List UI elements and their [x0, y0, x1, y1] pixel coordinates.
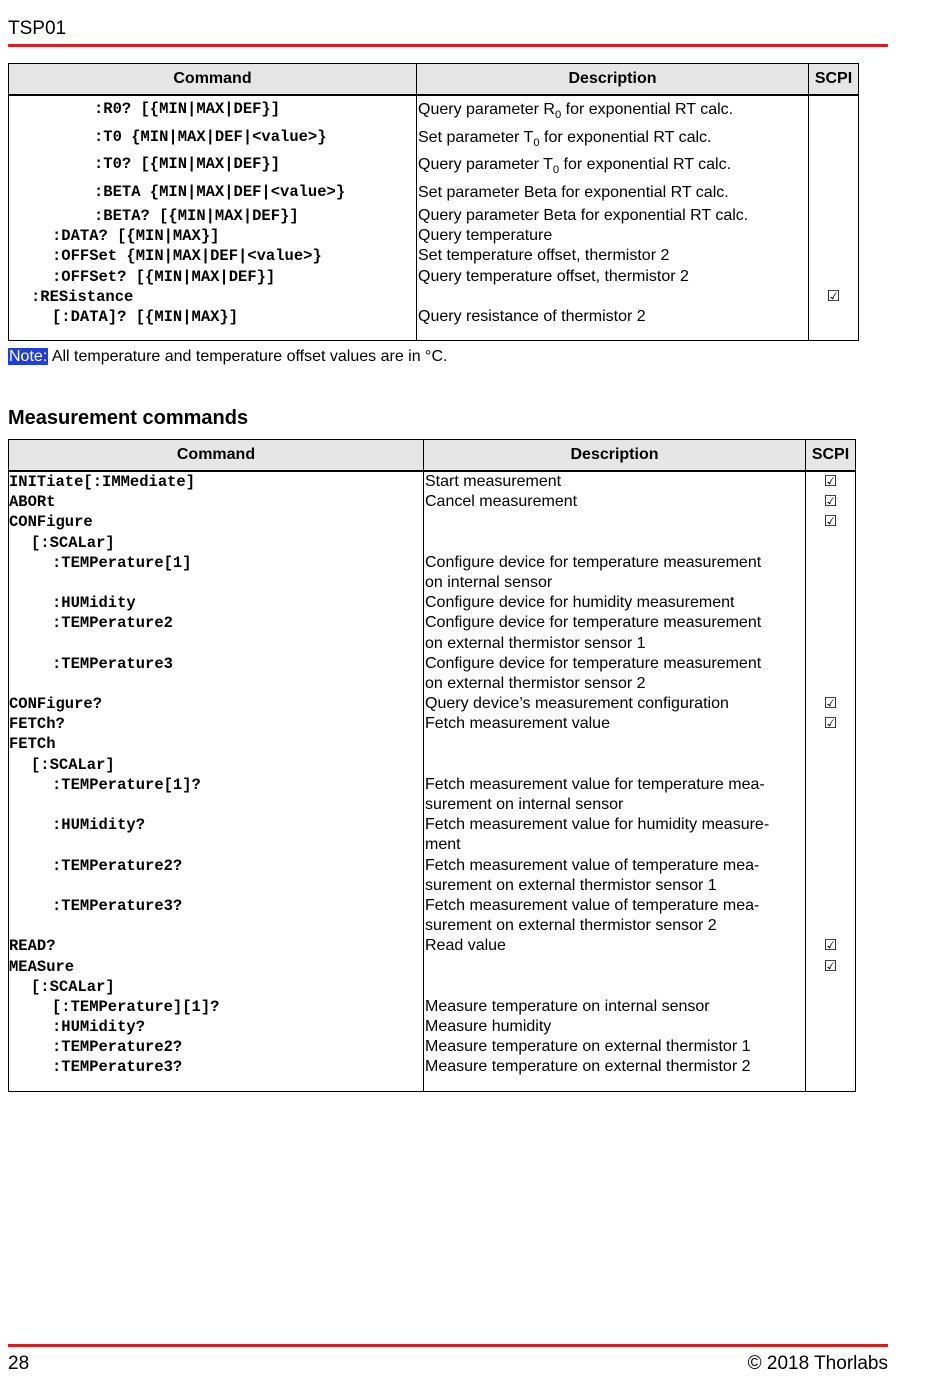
command-cell — [9, 634, 423, 654]
description-cell: surement on external thermistor sensor 2 — [425, 917, 717, 935]
command-cell: :TEMPerature3 — [52, 654, 173, 673]
command-cell: :OFFSet {MIN|MAX|DEF|<value>} — [52, 247, 322, 266]
column-header-description: Description — [424, 440, 806, 472]
description-cell: Fetch measurement value for temperature mea- — [425, 775, 765, 793]
command-cell: :T0 {MIN|MAX|DEF|<value>} — [94, 127, 327, 146]
scpi-checkbox-icon: ☑ — [823, 513, 838, 531]
command-cell: [:SCALar] — [31, 977, 115, 996]
command-cell: :HUMidity? — [52, 816, 146, 835]
command-cell: :TEMPerature[1]? — [52, 775, 201, 794]
copyright: © 2018 Thorlabs — [747, 1353, 888, 1374]
command-cell: :R0? [{MIN|MAX|DEF}] — [94, 100, 281, 118]
command-column — [9, 95, 417, 340]
command-cell: MEASure — [9, 957, 75, 976]
description-cell — [424, 977, 805, 997]
scpi-checkbox-icon: ☑ — [823, 695, 838, 713]
description-cell: Fetch measurement value of temperature mea- — [425, 896, 760, 914]
description-cell: Cancel measurement — [425, 493, 578, 511]
command-cell: [:DATA]? [{MIN|MAX}] — [52, 307, 239, 326]
scpi-checkbox-icon: ☑ — [823, 937, 838, 955]
command-column — [9, 471, 424, 1091]
scpi-checkbox-icon: ☑ — [823, 957, 838, 975]
command-cell: [:SCALar] — [31, 533, 115, 552]
footer-rule — [8, 1344, 888, 1347]
column-header-command: Command — [9, 64, 417, 96]
description-cell: Measure temperature on external thermistor 2 — [425, 1058, 751, 1076]
description-cell: on internal sensor — [425, 573, 553, 591]
command-cell: :T0? [{MIN|MAX|DEF}] — [94, 155, 281, 173]
command-cell: FETCh? — [9, 715, 65, 734]
description-cell: Set temperature offset, thermistor 2 — [418, 247, 670, 265]
scpi-checkbox-icon: ☑ — [823, 473, 838, 490]
command-cell: :BETA? [{MIN|MAX|DEF}] — [94, 207, 299, 225]
description-cell — [417, 124, 808, 152]
description-cell: on external thermistor sensor 1 — [425, 634, 646, 652]
table-header-row — [9, 64, 859, 96]
description-cell: Configure device for temperature measurement — [425, 614, 762, 632]
description-cell: surement on external thermistor sensor 1 — [425, 876, 717, 894]
subscript: 0 — [533, 136, 540, 149]
command-cell: :TEMPerature2? — [52, 1038, 183, 1057]
description-cell: Measure temperature on external thermistor 1 — [425, 1038, 751, 1056]
description-cell — [424, 512, 805, 532]
description-cell: Configure device for humidity measurement — [425, 594, 735, 612]
command-cell: CONFigure? — [9, 695, 103, 714]
description-cell: ment — [425, 836, 461, 854]
description-column — [417, 95, 809, 340]
description-cell: Set parameter Beta for exponential RT calc. — [418, 183, 729, 201]
description-text: Set parameter T — [418, 128, 534, 146]
command-cell: FETCh — [9, 735, 56, 754]
table-header-row — [9, 440, 856, 472]
description-cell: Read value — [425, 937, 506, 955]
command-cell — [9, 795, 423, 815]
description-cell: Measure temperature on internal sensor — [425, 997, 710, 1015]
command-cell: :BETA {MIN|MAX|DEF|<value>} — [94, 182, 346, 201]
description-cell: Query parameter Beta for exponential RT calc. — [418, 207, 749, 224]
description-text: Query parameter T — [418, 156, 553, 173]
scpi-checkbox-icon: ☑ — [826, 287, 841, 305]
command-cell: :DATA? [{MIN|MAX}] — [52, 227, 220, 246]
subscript: 0 — [552, 164, 560, 176]
command-cell: [:TEMPerature][1]? — [52, 997, 220, 1016]
command-cell — [9, 876, 423, 896]
subscript: 0 — [554, 109, 562, 121]
description-cell: Measure humidity — [425, 1018, 552, 1036]
description-cell — [424, 957, 805, 977]
description-text: for exponential RT calc. — [539, 128, 712, 146]
description-cell: Start measurement — [425, 473, 562, 490]
scpi-column — [809, 95, 859, 340]
command-cell: :TEMPerature2 — [52, 614, 173, 633]
command-cell: :HUMidity? — [52, 1018, 146, 1037]
description-cell — [424, 755, 805, 775]
description-cell — [424, 533, 805, 553]
command-cell — [9, 573, 423, 593]
note-tag: Note: — [9, 348, 48, 365]
command-cell: :RESistance — [31, 287, 134, 306]
page-number: 28 — [8, 1353, 30, 1374]
description-cell — [417, 96, 808, 124]
scpi-checkbox-icon: ☑ — [823, 493, 838, 511]
command-cell: :TEMPerature2? — [52, 856, 183, 875]
command-cell: :TEMPerature3? — [52, 896, 183, 915]
column-header-scpi: SCPI — [809, 64, 859, 96]
command-cell: :HUMidity — [52, 594, 136, 613]
note-text: All temperature and temperature offset values are in °C. — [48, 348, 448, 365]
description-cell: on external thermistor sensor 2 — [425, 674, 646, 692]
description-cell: Fetch measurement value for humidity measure- — [425, 816, 770, 834]
command-cell: :TEMPerature3? — [52, 1058, 183, 1077]
description-cell: Fetch measurement value — [425, 715, 610, 733]
description-cell: Query device’s measurement configuration — [425, 695, 729, 713]
thermistor-commands-table — [8, 63, 859, 341]
note — [8, 348, 447, 366]
scpi-checkbox-icon: ☑ — [823, 715, 838, 733]
description-text: for exponential RT calc. — [559, 156, 732, 173]
command-cell: CONFigure — [9, 513, 93, 532]
description-cell: Configure device for temperature measurement — [425, 553, 762, 571]
description-cell: Query temperature — [418, 227, 553, 245]
description-cell — [417, 287, 808, 307]
document-header-title: TSP01 — [8, 18, 67, 39]
scpi-column — [806, 471, 856, 1091]
description-cell: Configure device for temperature measurement — [425, 654, 762, 672]
header-rule — [8, 44, 888, 47]
command-cell: READ? — [9, 937, 56, 956]
description-text: for exponential RT calc. — [561, 101, 734, 118]
command-cell: :OFFSet? [{MIN|MAX|DEF}] — [52, 267, 276, 286]
column-header-command: Command — [9, 440, 424, 472]
command-cell — [9, 916, 423, 936]
description-text: Query parameter R — [418, 101, 555, 118]
column-header-description: Description — [417, 64, 809, 96]
column-header-scpi: SCPI — [806, 440, 856, 472]
description-cell — [424, 734, 805, 754]
description-cell: Fetch measurement value of temperature mea- — [425, 856, 760, 874]
measurement-commands-table — [8, 439, 856, 1092]
description-cell — [417, 151, 808, 179]
command-cell: ABORt — [9, 493, 56, 512]
description-cell: surement on internal sensor — [425, 796, 624, 813]
section-title: Measurement commands — [8, 407, 249, 429]
description-cell: Query temperature offset, thermistor 2 — [418, 267, 689, 285]
command-cell: [:SCALar] — [31, 755, 115, 774]
description-column — [424, 471, 806, 1091]
description-cell: Query resistance of thermistor 2 — [418, 307, 646, 325]
command-cell — [9, 674, 423, 694]
command-cell — [9, 835, 423, 855]
command-cell: INITiate[:IMMediate] — [9, 473, 196, 491]
command-cell: :TEMPerature[1] — [52, 553, 192, 572]
